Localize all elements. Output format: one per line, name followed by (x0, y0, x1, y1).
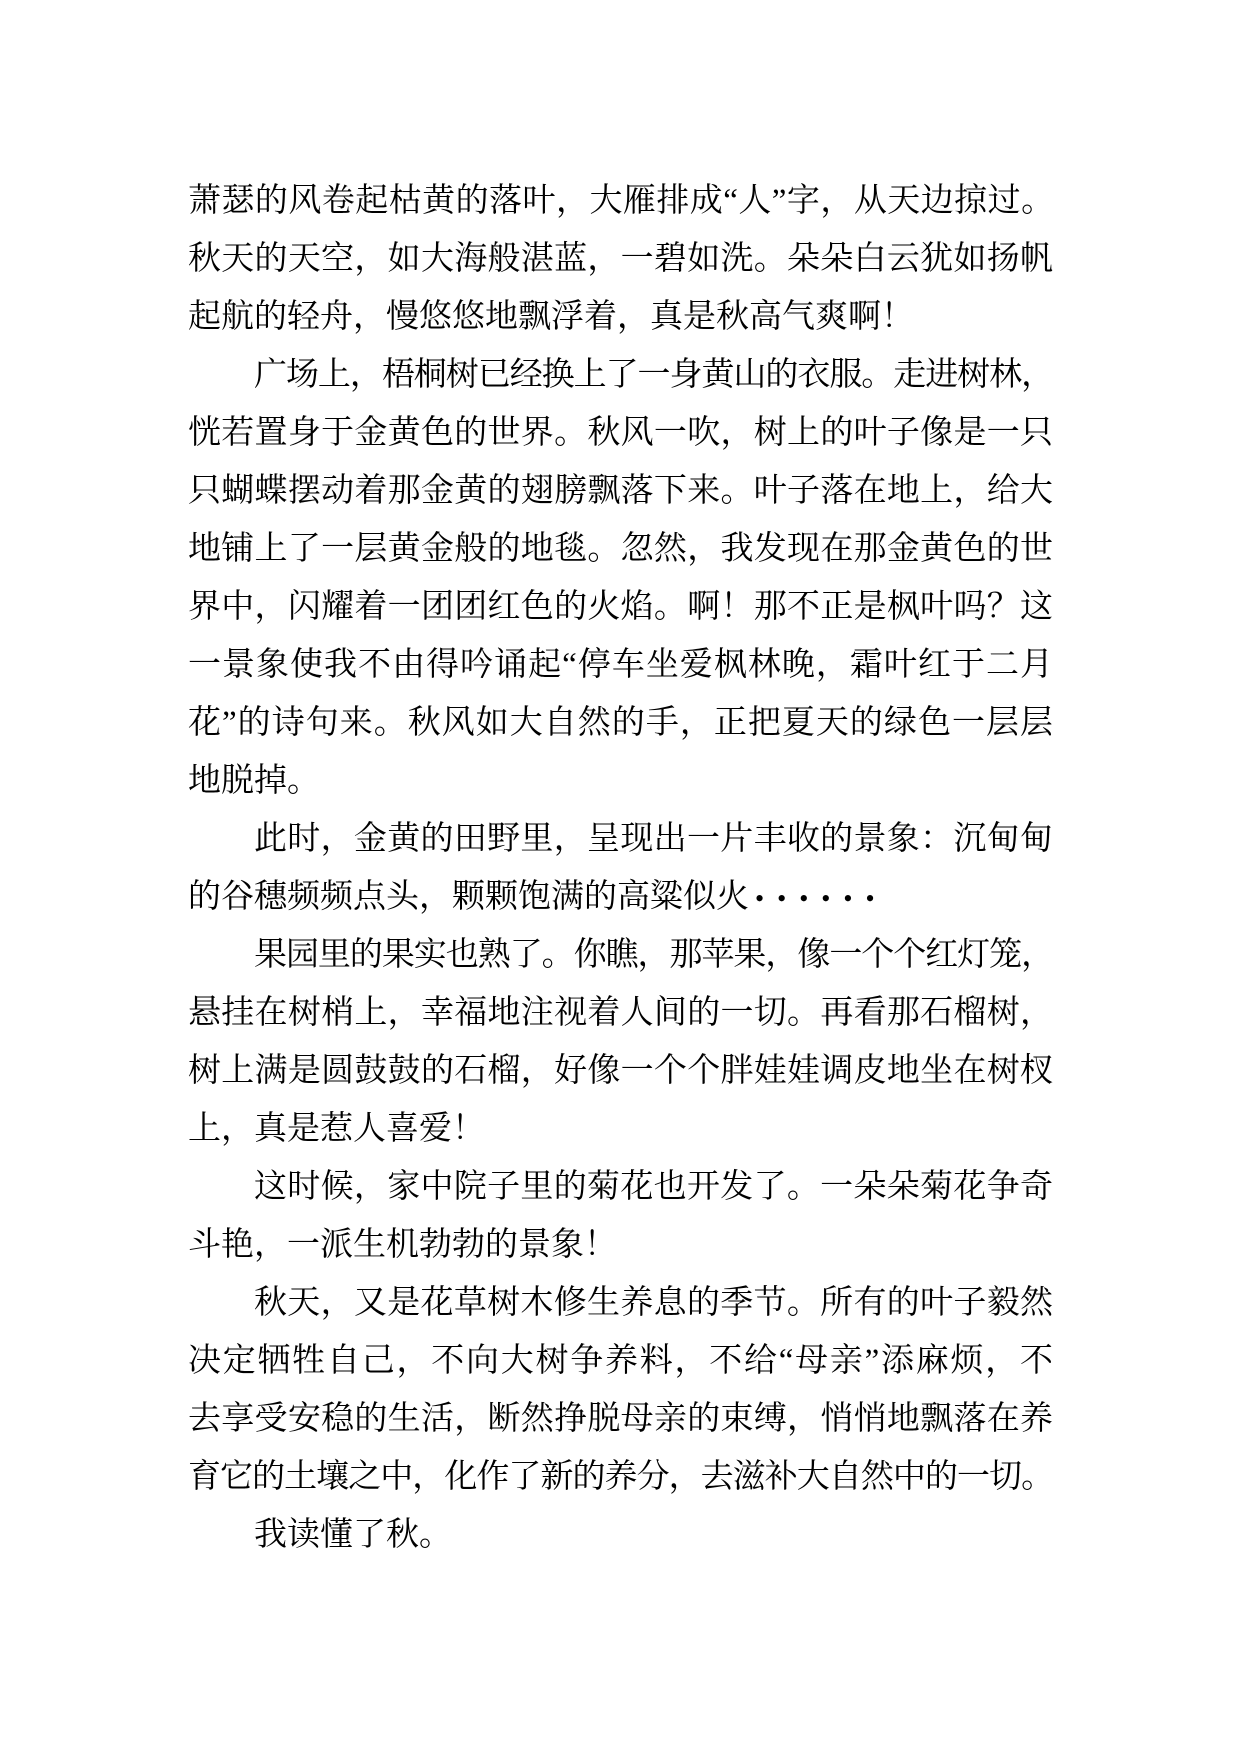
paragraph-conclusion (188, 1506, 1053, 1564)
text-line: 此时，金黄的田野里，呈现出一片丰收的景象：沉甸甸 (254, 821, 1053, 857)
text-line: 这时候，家中院子里的菊花也开发了。一朵朵菊花争奇 (254, 1169, 1053, 1205)
text-line: 界中，闪耀着一团团红色的火焰。啊！那不正是枫叶吗？这 (188, 589, 1053, 625)
paragraph-chrysanthemum (188, 1158, 1053, 1274)
text-line (188, 868, 1053, 926)
text-line: 果园里的果实也熟了。你瞧，那苹果，像一个个红灯笼， (254, 937, 1053, 973)
text-line: 秋天，又是花草树木修生养息的季节。所有的叶子毅然 (254, 1285, 1053, 1321)
paragraph-leaves (188, 1274, 1053, 1506)
paragraph-orchard (188, 926, 1053, 1158)
text-line: 上，真是惹人喜爱！ (188, 1111, 485, 1147)
body-text (188, 172, 1053, 1564)
text-line: 一景象使我不由得吟诵起“停车坐爱枫林晚，霜叶红于二月 (188, 647, 1053, 683)
text-line: 树上满是圆鼓鼓的石榴，好像一个个胖娃娃调皮地坐在树杈 (188, 1053, 1053, 1089)
text-line: 广场上，梧桐树已经换上了一身黄山的衣服。走进树林， (254, 357, 1053, 393)
text-line: 地脱掉。 (188, 763, 320, 799)
text-line: 地铺上了一层黄金般的地毯。忽然，我发现在那金黄色的世 (188, 531, 1053, 567)
text-line: 秋天的天空，如大海般湛蓝，一碧如洗。朵朵白云犹如扬帆 (188, 241, 1053, 277)
text-line: 萧瑟的风卷起枯黄的落叶，大雁排成“人”字，从天边掠过。 (188, 183, 1053, 219)
text-line: 斗艳，一派生机勃勃的景象！ (188, 1227, 617, 1263)
text-line: 育它的土壤之中，化作了新的养分，去滋补大自然中的一切。 (188, 1459, 1053, 1495)
text-line: 起航的轻舟，慢悠悠地飘浮着，真是秋高气爽啊！ (188, 299, 914, 335)
text-line-content: 的谷穗频频点头，颗颗饱满的高粱似火 (188, 879, 749, 915)
text-line: 花”的诗句来。秋风如大自然的手，正把夏天的绿色一层层 (188, 705, 1053, 741)
ellipsis-dots: •••••• (755, 884, 888, 913)
text-line: 悬挂在树梢上，幸福地注视着人间的一切。再看那石榴树， (188, 995, 1053, 1031)
text-line: 去享受安稳的生活，断然挣脱母亲的束缚，悄悄地飘落在养 (188, 1401, 1053, 1437)
text-line: 只蝴蝶摆动着那金黄的翅膀飘落下来。叶子落在地上，给大 (188, 473, 1053, 509)
text-line: 决定牺牲自己，不向大树争养料，不给“母亲”添麻烦，不 (188, 1343, 1053, 1379)
paragraph-fields (188, 810, 1053, 926)
text-line: 我读懂了秋。 (254, 1517, 452, 1553)
paragraph-square (188, 346, 1053, 810)
paragraph-autumn-sky (188, 172, 1053, 346)
text-line: 恍若置身于金黄色的世界。秋风一吹，树上的叶子像是一只 (188, 415, 1053, 451)
